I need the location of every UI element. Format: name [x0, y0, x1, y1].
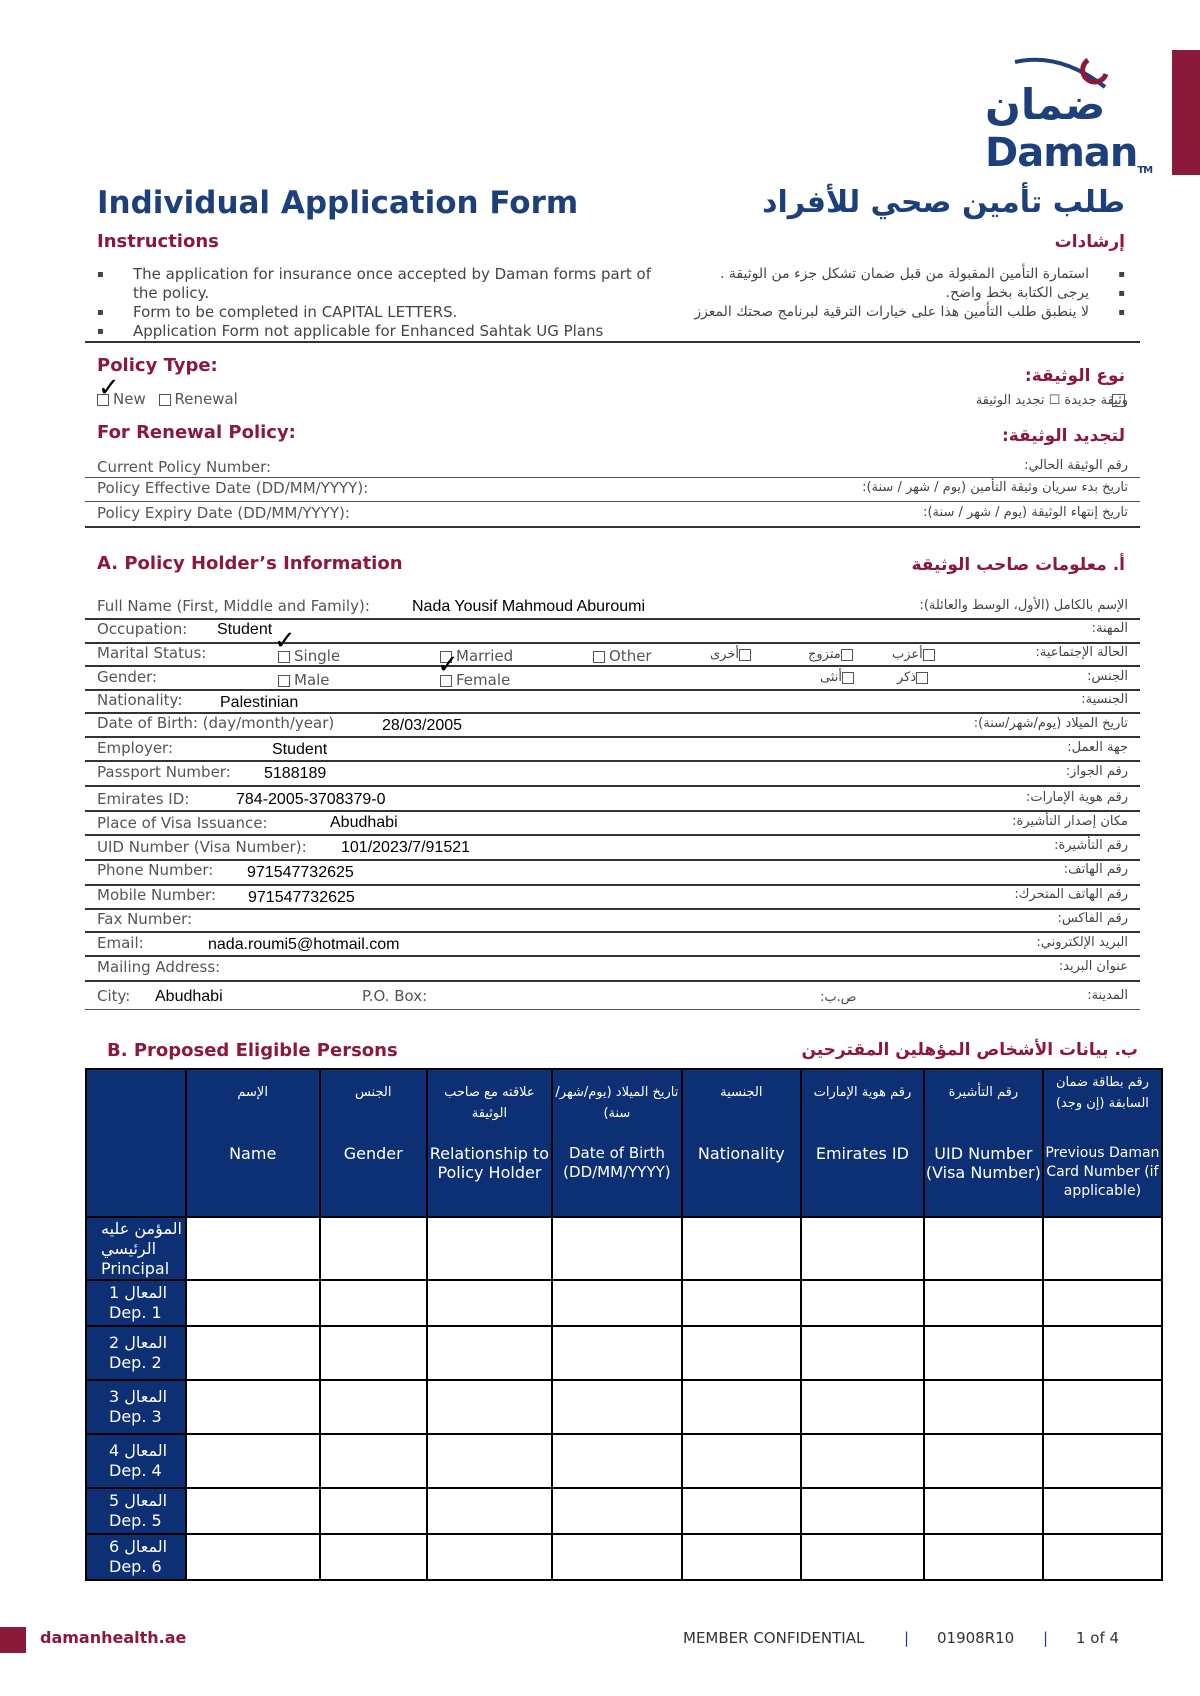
mobile-value[interactable]: 971547732625 — [248, 889, 355, 906]
column-header: علاقته مع صاحب الوثيقة Relationship to Policy Holder — [427, 1069, 552, 1217]
city-label-arabic: المدينة: — [1087, 988, 1128, 1003]
dob-value[interactable]: 28/03/2005 — [382, 717, 463, 734]
table-cell[interactable] — [682, 1488, 801, 1534]
renewal-label: Renewal — [174, 390, 238, 408]
table-header-row — [86, 1069, 1162, 1217]
phone-label-arabic: رقم الهاتف: — [1063, 862, 1128, 877]
mailing-address-label-arabic: عنوان البريد: — [1058, 959, 1128, 974]
table-cell[interactable] — [552, 1217, 682, 1280]
table-row — [86, 1217, 1162, 1280]
table-cell[interactable] — [320, 1488, 427, 1534]
table-cell[interactable] — [682, 1380, 801, 1434]
table-row — [86, 1280, 1162, 1326]
table-cell[interactable] — [552, 1326, 682, 1380]
divider — [85, 526, 1140, 528]
field-line — [85, 955, 1140, 957]
marital-status-label: Marital Status: — [97, 644, 207, 662]
table-cell[interactable] — [320, 1380, 427, 1434]
renewal-heading: For Renewal Policy: — [97, 422, 296, 443]
table-cell[interactable] — [552, 1380, 682, 1434]
table-cell[interactable] — [1043, 1534, 1162, 1580]
divider — [85, 341, 1140, 343]
table-header-corner — [86, 1069, 186, 1217]
table-cell[interactable] — [186, 1217, 320, 1280]
section-b-heading: B. Proposed Eligible Persons — [107, 1040, 398, 1061]
row-header: المؤمن عليه الرئيسي Principal — [86, 1217, 186, 1280]
marital-status-label-arabic: الحالة الإجتماعية: — [1035, 645, 1128, 660]
table-cell[interactable] — [186, 1488, 320, 1534]
field-line — [85, 736, 1140, 738]
phone-value[interactable]: 971547732625 — [247, 864, 354, 881]
other-checkbox[interactable] — [593, 651, 605, 663]
renewal-checkbox[interactable] — [159, 394, 171, 406]
dob-label: Date of Birth: (day/month/year) — [97, 714, 335, 732]
footer-separator: | — [1043, 1629, 1049, 1647]
table-cell[interactable] — [186, 1280, 320, 1326]
expiry-date-label-arabic: تاريخ إنتهاء الوثيقة (يوم / شهر / سنة): — [923, 505, 1128, 520]
table-cell[interactable] — [320, 1434, 427, 1488]
female-option-arabic: أنثى — [820, 670, 858, 685]
instructions-list-arabic — [565, 265, 1125, 322]
table-row — [86, 1326, 1162, 1380]
visa-place-label: Place of Visa Issuance: — [97, 814, 268, 832]
table-cell[interactable] — [924, 1534, 1043, 1580]
column-header: الإسم Name — [186, 1069, 320, 1217]
table-cell[interactable] — [924, 1217, 1043, 1280]
table-cell[interactable] — [801, 1280, 924, 1326]
column-header: الجنسية Nationality — [682, 1069, 801, 1217]
instruction-item: ▪ Form to be completed in CAPITAL LETTERS. — [97, 303, 677, 322]
table-cell[interactable] — [427, 1326, 552, 1380]
column-header: رقم التأشيرة UID Number (Visa Number) — [924, 1069, 1043, 1217]
table-cell[interactable] — [427, 1488, 552, 1534]
field-line — [85, 665, 1140, 667]
passport-label-arabic: رقم الجواز: — [1065, 764, 1128, 779]
table-cell[interactable] — [320, 1217, 427, 1280]
table-cell[interactable] — [1043, 1217, 1162, 1280]
footer-separator: | — [904, 1629, 910, 1647]
table-cell[interactable] — [1043, 1280, 1162, 1326]
footer-confidential: MEMBER CONFIDENTIAL — [683, 1629, 865, 1647]
table-cell[interactable] — [801, 1534, 924, 1580]
section-a-heading: A. Policy Holder’s Information — [97, 553, 403, 574]
table-cell[interactable] — [801, 1217, 924, 1280]
married-option: Married — [440, 647, 513, 665]
table-cell[interactable] — [1043, 1326, 1162, 1380]
table-cell[interactable] — [552, 1488, 682, 1534]
mobile-label-arabic: رقم الهاتف المتحرك: — [1014, 887, 1128, 902]
table-cell[interactable] — [682, 1434, 801, 1488]
po-box-label-arabic: ص.ب: — [820, 990, 857, 1005]
column-header: رقم بطاقة ضمان السابقة (إن وجد) Previous Daman Card Number (if applicable) — [1043, 1069, 1162, 1217]
field-line — [85, 477, 1140, 478]
table-row — [86, 1434, 1162, 1488]
female-checkbox-arabic[interactable] — [842, 672, 854, 684]
table-cell[interactable] — [186, 1326, 320, 1380]
table-row — [86, 1488, 1162, 1534]
occupation-label-arabic: المهنة: — [1091, 621, 1128, 636]
instruction-item: ▪ The application for insurance once accepted by Daman forms part of the policy. — [97, 265, 677, 303]
table-cell[interactable] — [552, 1534, 682, 1580]
emirates-id-label-arabic: رقم هوية الإمارات: — [1025, 790, 1128, 805]
table-cell[interactable] — [924, 1488, 1043, 1534]
male-checkbox-arabic[interactable] — [916, 672, 928, 684]
footer-form-code: 01908R10 — [937, 1629, 1015, 1647]
table-cell[interactable] — [924, 1326, 1043, 1380]
row-header: المعال 5 Dep. 5 — [86, 1488, 186, 1534]
current-policy-label-arabic: رقم الوثيقة الحالي: — [1024, 458, 1128, 473]
row-header: المعال 3 Dep. 3 — [86, 1380, 186, 1434]
table-row — [86, 1380, 1162, 1434]
footer-website-link[interactable]: damanhealth.ae — [40, 1628, 187, 1647]
table-cell[interactable] — [801, 1380, 924, 1434]
table-cell[interactable] — [924, 1280, 1043, 1326]
renewal-heading-arabic: لتجديد الوثيقة: — [1001, 426, 1125, 446]
full-name-value[interactable]: Nada Yousif Mahmoud Aburoumi — [412, 598, 646, 615]
table-cell[interactable] — [801, 1434, 924, 1488]
other-option-arabic: أخرى — [710, 647, 755, 662]
married-checkbox-arabic[interactable] — [841, 649, 853, 661]
table-cell[interactable] — [320, 1326, 427, 1380]
mobile-label: Mobile Number: — [97, 886, 217, 904]
logo-arabic: ضمان — [985, 80, 1106, 129]
employer-label: Employer: — [97, 739, 174, 757]
occupation-value[interactable]: Student — [217, 621, 273, 638]
single-check-mark-icon: ✓ — [274, 626, 296, 656]
row-header: المعال 4 Dep. 4 — [86, 1434, 186, 1488]
current-policy-label: Current Policy Number: — [97, 458, 272, 476]
fax-label-arabic: رقم الفاكس: — [1057, 911, 1128, 926]
field-line — [85, 618, 1140, 620]
field-line — [85, 834, 1140, 836]
other-option: Other — [593, 647, 652, 665]
table-cell[interactable] — [320, 1280, 427, 1326]
uid-value[interactable]: 101/2023/7/91521 — [341, 839, 471, 856]
table-cell[interactable] — [682, 1217, 801, 1280]
section-b-heading-arabic: ب. بيانات الأشخاص المؤهلين المقترحين — [801, 1040, 1138, 1060]
new-checkbox-arabic[interactable] — [1112, 394, 1125, 407]
instructions-heading: Instructions — [97, 231, 219, 252]
nationality-label-arabic: الجنسية: — [1081, 692, 1128, 707]
nationality-value[interactable]: Palestinian — [220, 694, 299, 711]
field-line — [85, 689, 1140, 691]
field-line — [85, 1009, 1140, 1010]
field-line — [85, 810, 1140, 812]
instruction-item: ▪ Application Form not applicable for Enhanced Sahtak UG Plans — [97, 322, 677, 341]
row-header: المعال 6 Dep. 6 — [86, 1534, 186, 1580]
new-label: New — [113, 390, 146, 408]
instruction-item-arabic: ▪ لا ينطبق طلب التأمين هذا على خيارات الترقية لبرنامج صحتك المعزز — [565, 303, 1125, 322]
column-header: رقم هوية الإمارات Emirates ID — [801, 1069, 924, 1217]
table-cell[interactable] — [682, 1326, 801, 1380]
male-checkbox[interactable] — [278, 675, 290, 687]
single-checkbox-arabic[interactable] — [923, 649, 935, 661]
female-option: Female — [440, 671, 510, 689]
phone-label: Phone Number: — [97, 861, 214, 879]
logo-english: DamanTM — [985, 130, 1153, 176]
visa-place-label-arabic: مكان إصدار التأشيرة: — [1012, 814, 1128, 829]
table-cell[interactable] — [1043, 1434, 1162, 1488]
field-line — [85, 785, 1140, 787]
policy-type-options-arabic: وثيقة جديدة ☐ تجديد الوثيقة — [975, 393, 1128, 408]
eligible-persons-table — [85, 1068, 1163, 1581]
table-cell[interactable] — [186, 1534, 320, 1580]
table-cell[interactable] — [186, 1434, 320, 1488]
table-cell[interactable] — [552, 1434, 682, 1488]
po-box-label: P.O. Box: — [362, 987, 428, 1005]
table-cell[interactable] — [682, 1280, 801, 1326]
gender-label-arabic: الجنس: — [1087, 669, 1128, 684]
single-option-arabic: أعزب — [892, 647, 939, 662]
table-cell[interactable] — [1043, 1488, 1162, 1534]
field-line — [85, 859, 1140, 861]
column-header: الجنس Gender — [320, 1069, 427, 1217]
table-cell[interactable] — [552, 1280, 682, 1326]
female-check-mark-icon: ✓ — [437, 650, 459, 680]
gender-label: Gender: — [97, 668, 158, 686]
table-cell[interactable] — [801, 1488, 924, 1534]
mailing-address-label: Mailing Address: — [97, 958, 221, 976]
page-title-arabic: طلب تأمين صحي للأفراد — [762, 185, 1125, 220]
instruction-item-arabic: ▪ يرجى الكتابة بخط واضح. — [565, 284, 1125, 303]
table-cell[interactable] — [427, 1380, 552, 1434]
policy-type-heading-arabic: نوع الوثيقة: — [1024, 366, 1125, 386]
effective-date-label: Policy Effective Date (DD/MM/YYYY): — [97, 479, 369, 497]
expiry-date-label: Policy Expiry Date (DD/MM/YYYY): — [97, 504, 350, 522]
table-cell[interactable] — [427, 1534, 552, 1580]
city-value[interactable]: Abudhabi — [155, 988, 223, 1005]
passport-value[interactable]: 5188189 — [264, 765, 327, 782]
instructions-heading-arabic: إرشادات — [1054, 232, 1125, 252]
email-label: Email: — [97, 934, 144, 952]
dob-label-arabic: تاريخ الميلاد (يوم/شهر/سنة): — [973, 716, 1128, 731]
table-cell[interactable] — [924, 1380, 1043, 1434]
page-title: Individual Application Form — [97, 185, 579, 221]
full-name-label: Full Name (First, Middle and Family): — [97, 597, 370, 615]
full-name-label-arabic: الإسم بالكامل (الأول، الوسط والعائلة): — [919, 598, 1128, 613]
emirates-id-label: Emirates ID: — [97, 790, 190, 808]
field-line — [85, 760, 1140, 762]
field-line — [85, 908, 1140, 910]
field-line — [85, 642, 1140, 644]
employer-value[interactable]: Student — [272, 741, 328, 758]
table-cell[interactable] — [427, 1217, 552, 1280]
footer-accent-square — [0, 1627, 26, 1653]
uid-label: UID Number (Visa Number): — [97, 838, 307, 856]
logo-accent-bar — [1172, 50, 1200, 175]
visa-place-value[interactable]: Abudhabi — [330, 814, 398, 831]
table-cell[interactable] — [801, 1326, 924, 1380]
field-line — [85, 501, 1140, 502]
table-row — [86, 1534, 1162, 1580]
column-header: تاريخ الميلاد (يوم/شهر/سنة) Date of Birth (DD/MM/YYYY) — [552, 1069, 682, 1217]
table-cell[interactable] — [427, 1434, 552, 1488]
single-option: Single — [278, 647, 340, 665]
occupation-label: Occupation: — [97, 620, 188, 638]
fax-label: Fax Number: — [97, 910, 193, 928]
email-value[interactable]: nada.roumi5@hotmail.com — [208, 936, 400, 953]
uid-label-arabic: رقم التأشيرة: — [1054, 838, 1128, 853]
instruction-item-arabic: ▪ استمارة التأمين المقبولة من قبل ضمان تشكل جزء من الوثيقة . — [565, 265, 1125, 284]
field-line — [85, 884, 1140, 886]
field-line — [85, 980, 1140, 982]
row-header: المعال 2 Dep. 2 — [86, 1326, 186, 1380]
male-option: Male — [278, 671, 330, 689]
footer-page-number: 1 of 4 — [1076, 1629, 1120, 1647]
employer-label-arabic: جهة العمل: — [1067, 740, 1128, 755]
table-cell[interactable] — [186, 1380, 320, 1434]
section-a-heading-arabic: أ. معلومات صاحب الوثيقة — [911, 555, 1125, 575]
table-cell[interactable] — [682, 1534, 801, 1580]
table-cell[interactable] — [1043, 1380, 1162, 1434]
logo-swoosh-icon — [1010, 52, 1120, 97]
married-option-arabic: متزوج — [808, 647, 857, 662]
table-cell[interactable] — [320, 1534, 427, 1580]
email-label-arabic: البريد الإلكتروني: — [1036, 935, 1128, 950]
table-cell[interactable] — [924, 1434, 1043, 1488]
new-check-mark-icon: ✓ — [98, 373, 120, 403]
nationality-label: Nationality: — [97, 691, 183, 709]
male-option-arabic: ذكر — [897, 670, 932, 685]
passport-label: Passport Number: — [97, 763, 231, 781]
table-cell[interactable] — [427, 1280, 552, 1326]
city-label: City: — [97, 987, 131, 1005]
policy-type-heading: Policy Type: — [97, 355, 218, 376]
row-header: المعال 1 Dep. 1 — [86, 1280, 186, 1326]
effective-date-label-arabic: تاريخ بدء سريان وثيقة التأمين (يوم / شهر / سنة): — [862, 480, 1128, 495]
emirates-id-value[interactable]: 784-2005-3708379-0 — [236, 791, 386, 808]
other-checkbox-arabic[interactable] — [739, 649, 751, 661]
field-line — [85, 931, 1140, 933]
